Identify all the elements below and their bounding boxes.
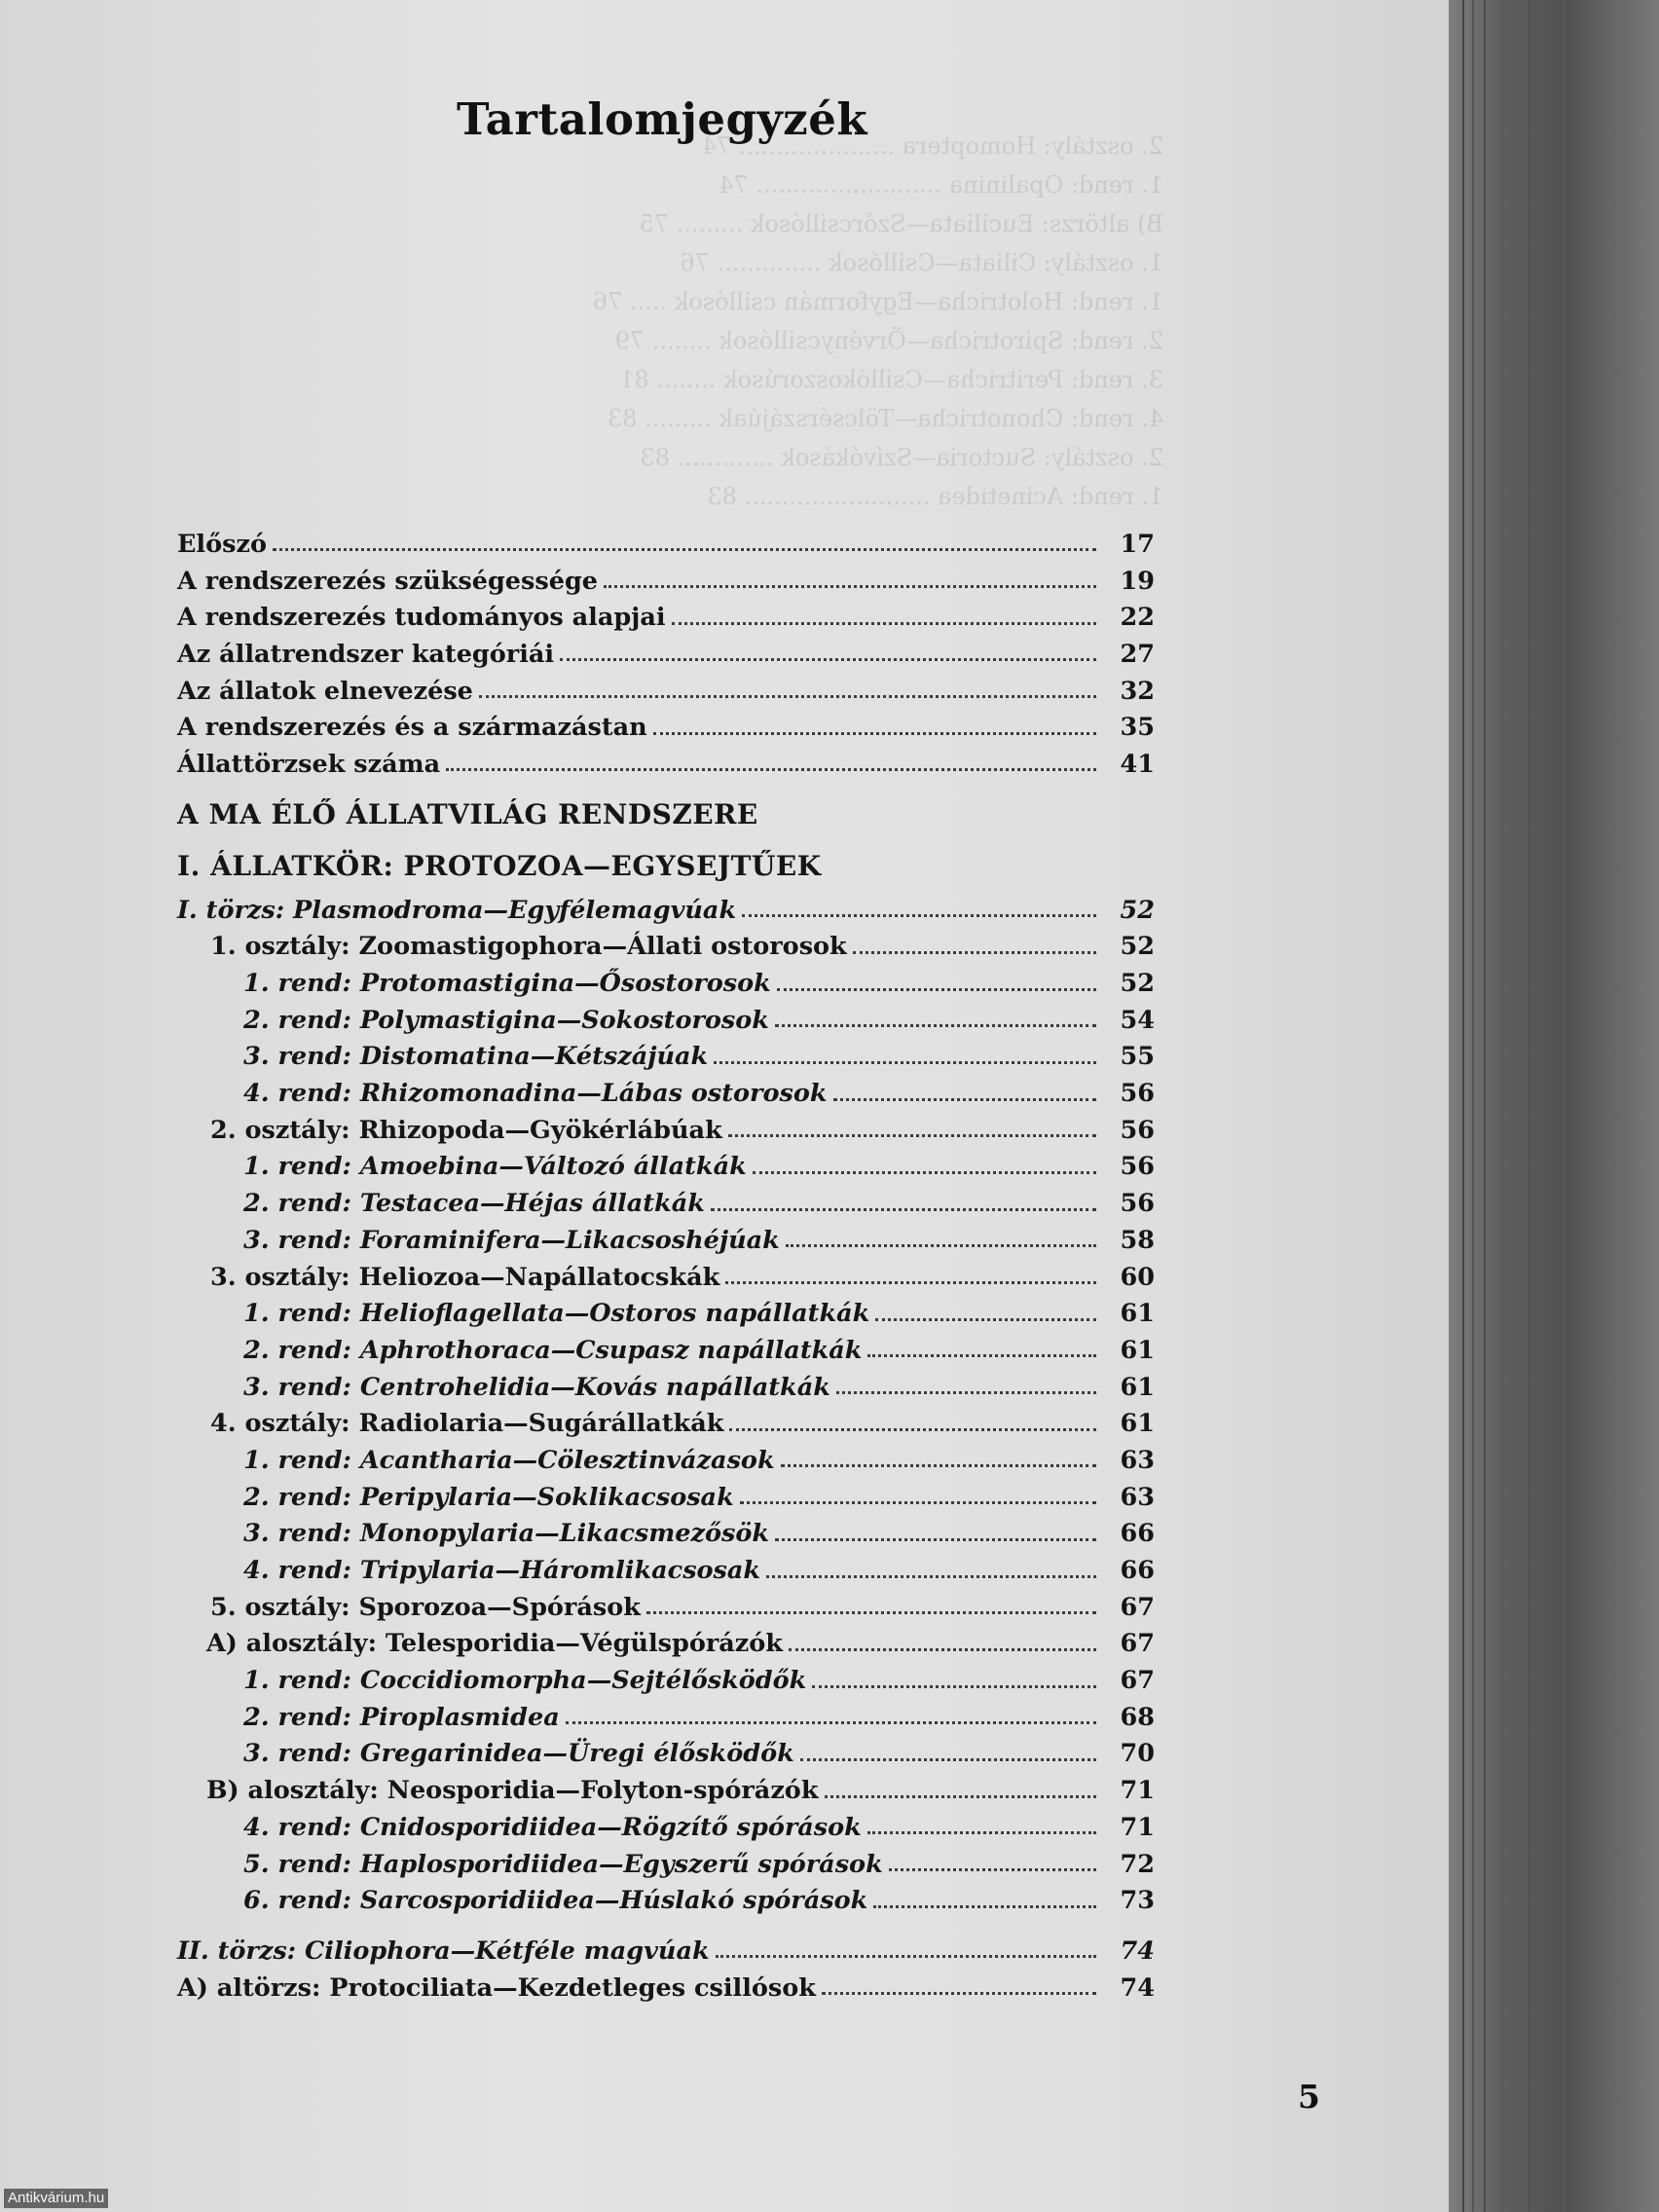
toc-entry-label: 3. rend: Foraminifera—Likacsoshéjúak [243,1225,780,1255]
page-title: Tartalomjegyzék [456,93,868,145]
toc-entry-order-11 [177,1295,1161,1332]
toc-entry-page: 52 [1120,969,1155,999]
toc-entry-order-27 [177,1882,1161,1919]
toc-entry-phylum-29 [177,1933,1161,1970]
dot-leader [825,1793,1097,1798]
toc-entry-order-25 [177,1809,1161,1846]
toc-entry-label: Az állatok elnevezése [177,676,473,706]
toc-entry-page: 67 [1120,1592,1155,1622]
toc-entry-label: 2. rend: Polymastigina—Sokostorosok [243,1005,769,1035]
toc-entry-label: A rendszerezés tudományos alapjai [177,603,666,633]
dot-leader [711,1206,1096,1211]
toc-entry-order-9 [177,1222,1161,1259]
toc-entry-front-1 [177,563,1161,600]
toc-entry-label: 2. rend: Testacea—Héjas állatkák [243,1189,705,1219]
toc-entry-page: 56 [1120,1115,1155,1145]
toc-entry-class-6 [177,1112,1161,1149]
toc-entry-label: A rendszerezés és a származástan [177,713,647,743]
dot-leader [725,1279,1096,1284]
toc-entry-page: 56 [1120,1079,1155,1109]
toc-entry-label: 1. osztály: Zoomastigophora—Állati ostorosok [210,932,847,962]
dot-leader [672,620,1096,625]
entry-spacer [177,1919,1161,1933]
toc-entry-label: A rendszerezés szükségessége [177,566,599,596]
dot-leader [853,949,1096,954]
toc-entry-page: 67 [1120,1629,1155,1659]
toc-entry-order-22 [177,1699,1161,1736]
toc-entry-label: 3. rend: Monopylaria—Likacsmezősök [243,1519,770,1549]
toc-entry-page: 35 [1120,713,1155,743]
toc-entry-subclass-24 [177,1772,1161,1809]
dot-leader [479,693,1096,698]
toc-entry-page: 70 [1120,1739,1155,1769]
toc-entry-label: 5. osztály: Sporozoa—Spórások [210,1592,641,1622]
table-of-contents [177,526,1161,2006]
toc-entry-page: 74 [1120,1936,1155,1966]
toc-entry-front-3 [177,636,1161,673]
toc-entry-label: 1. rend: Coccidiomorpha—Sejtélősködők [243,1666,807,1696]
dot-leader [729,1426,1096,1431]
dot-leader [777,986,1096,991]
toc-entry-page: 56 [1120,1152,1155,1182]
dot-leader [753,1169,1096,1174]
toc-entry-page: 68 [1120,1702,1155,1732]
toc-entry-page: 41 [1120,749,1155,779]
toc-entry-order-26 [177,1846,1161,1883]
dot-leader [786,1242,1096,1247]
toc-entry-label: B) alosztály: Neosporidia—Folyton-spórázók [206,1776,819,1806]
dot-leader [653,730,1096,735]
dot-leader [646,1609,1096,1614]
toc-entry-order-7 [177,1149,1161,1186]
dot-leader [728,1132,1096,1137]
toc-entry-class-1 [177,929,1161,966]
dot-leader [836,1389,1096,1394]
dot-leader [889,1866,1096,1871]
toc-entry-page: 58 [1120,1225,1155,1255]
toc-entry-label: 4. rend: Cnidosporidiidea—Rögzítő spórások [243,1812,862,1842]
toc-entry-label: 4. rend: Rhizomonadina—Lábas ostorosok [243,1079,828,1109]
toc-entry-order-2 [177,965,1161,1002]
toc-entry-page: 73 [1120,1886,1155,1916]
toc-entry-label: Előszó [177,529,267,559]
toc-entry-page: 66 [1120,1556,1155,1586]
toc-entry-label: 2. rend: Peripylaria—Soklikacsosak [243,1482,734,1512]
dot-leader [560,656,1096,661]
toc-entry-page: 63 [1120,1482,1155,1512]
dot-leader [566,1719,1096,1724]
toc-entry-label: 3. rend: Distomatina—Kétszájúak [243,1042,709,1072]
toc-entry-class-10 [177,1259,1161,1296]
toc-entry-label: II. törzs: Ciliophora—Kétféle magvúak [177,1936,710,1966]
dot-leader [822,1990,1096,1995]
toc-entry-label: 1. rend: Acantharia—Cölesztinvázasok [243,1445,775,1475]
toc-entry-order-15 [177,1442,1161,1479]
toc-entry-label: Az állatrendszer kategóriái [177,639,555,669]
show-through-text: 2. osztály: Homoptera ..................... 74 1. rend: Opalinina ......................... 74 B) altörzs: Euciliata—Szőrcsillósok ......... 75 1. osztály: Ciliata—Csillósok .............. 76 1. rend: Holotricha—Egyformán csillósok ..... 76 2. rend: Spirotricha—Örvénycsillósok ........ 79 3. rend: Peritricha—Csillókoszorúsok ........ 81 4. rend: Chonotricha—Tölcsérszájúak ......... 83 2. osztály: Suctoria—Szívókások ............. 83 1. rend: Acinetidea ......................... 83 [592,132,1163,510]
toc-entry-label: 6. rend: Sarcosporidiidea—Húslakó spórások [243,1886,868,1916]
dot-leader [867,1829,1096,1834]
toc-entry-label: 4. osztály: Radiolaria—Sugárállatkák [210,1409,724,1439]
toc-entry-front-6 [177,746,1161,783]
dot-leader [875,1316,1096,1321]
toc-entry-page: 27 [1120,639,1155,669]
toc-entry-page: 60 [1120,1262,1155,1292]
dot-leader [833,1096,1096,1101]
toc-entry-page: 54 [1120,1005,1155,1035]
dot-leader [742,912,1096,917]
dot-leader [273,546,1096,551]
toc-entry-page: 52 [1120,895,1155,925]
toc-entry-order-23 [177,1736,1161,1773]
dot-leader [604,583,1096,588]
toc-entry-order-12 [177,1332,1161,1369]
toc-entry-order-13 [177,1369,1161,1406]
toc-entry-page: 74 [1120,1972,1155,2003]
toc-entry-page: 63 [1120,1445,1155,1475]
toc-entry-label: 3. rend: Centrohelidia—Kovás napállatkák [243,1372,830,1402]
toc-entry-label: 2. rend: Piroplasmidea [243,1702,560,1732]
toc-entry-altorzs-30 [177,1970,1161,2007]
dot-leader [716,1953,1096,1958]
toc-entry-class-14 [177,1405,1161,1442]
toc-entry-order-17 [177,1516,1161,1553]
dot-leader [766,1573,1096,1578]
dot-leader [714,1059,1096,1064]
toc-entry-label: 1. rend: Protomastigina—Ősostorosok [243,969,771,999]
toc-entry-page: 61 [1120,1299,1155,1329]
toc-entry-label: 2. osztály: Rhizopoda—Gyökérlábúak [210,1115,722,1145]
toc-entry-label: Állattörzsek száma [177,749,441,779]
dot-leader [789,1646,1096,1651]
toc-entry-label: 1. rend: Helioflagellata—Ostoros napállatkák [243,1299,870,1329]
book-edge [1449,0,1659,2212]
toc-entry-page: 71 [1120,1812,1155,1842]
toc-entry-label: I. törzs: Plasmodroma—Egyfélemagvúak [177,895,737,925]
toc-entry-label: 5. rend: Haplosporidiidea—Egyszerű spórások [243,1849,883,1879]
dot-leader [775,1022,1096,1027]
front-matter-list [177,526,1161,783]
toc-entry-page: 66 [1120,1519,1155,1549]
toc-entry-label: 2. rend: Aphrothoraca—Csupasz napállatkák [243,1335,863,1365]
toc-entry-order-21 [177,1662,1161,1699]
dot-leader [775,1536,1096,1541]
dot-leader [781,1462,1096,1467]
toc-entry-phylum-0 [177,892,1161,929]
dot-leader [446,766,1096,771]
toc-entry-page: 22 [1120,603,1155,633]
toc-entry-label: 4. rend: Tripylaria—Háromlikacsosak [243,1556,761,1586]
section-heading-main: A MA ÉLŐ ÁLLATVILÁG RENDSZERE [177,797,758,830]
toc-entry-order-16 [177,1479,1161,1516]
toc-entry-page: 52 [1120,932,1155,962]
toc-entry-front-2 [177,599,1161,636]
toc-entry-label: 1. rend: Amoebina—Változó állatkák [243,1152,747,1182]
page-number: 5 [1298,2078,1320,2116]
dot-leader [800,1756,1096,1761]
toc-entry-class-19 [177,1589,1161,1626]
section-heading-kingdom: I. ÁLLATKÖR: PROTOZOA—EGYSEJTŰEK [177,849,822,882]
toc-entry-label: A) altörzs: Protociliata—Kezdetleges csillósok [177,1972,816,2003]
toc-entry-page: 32 [1120,676,1155,706]
toc-entry-front-4 [177,673,1161,710]
toc-entry-order-5 [177,1075,1161,1112]
toc-entry-page: 55 [1120,1042,1155,1072]
toc-entry-label: 3. osztály: Heliozoa—Napállatocskák [210,1262,720,1292]
toc-entry-label: 3. rend: Gregarinidea—Üregi élősködők [243,1739,794,1769]
toc-entry-subclass-20 [177,1626,1161,1663]
dot-leader [812,1683,1096,1688]
toc-entry-front-0 [177,526,1161,563]
toc-entry-page: 17 [1120,529,1155,559]
toc-entry-page: 72 [1120,1849,1155,1879]
toc-entry-front-5 [177,709,1161,746]
toc-entry-label: A) alosztály: Telesporidia—Végülspórázók [206,1629,783,1659]
toc-entry-page: 56 [1120,1189,1155,1219]
toc-entry-page: 61 [1120,1335,1155,1365]
watermark: Antikvárium.hu [4,2189,108,2208]
toc-entry-page: 19 [1120,566,1155,596]
toc-entry-page: 71 [1120,1776,1155,1806]
toc-entry-page: 61 [1120,1409,1155,1439]
taxonomy-entries [177,892,1161,2007]
toc-entry-page: 61 [1120,1372,1155,1402]
toc-entry-order-8 [177,1185,1161,1222]
toc-entry-page: 67 [1120,1666,1155,1696]
toc-entry-order-4 [177,1039,1161,1076]
dot-leader [740,1499,1096,1504]
dot-leader [867,1352,1096,1357]
toc-entry-order-18 [177,1552,1161,1589]
dot-leader [873,1903,1096,1908]
toc-entry-order-3 [177,1002,1161,1039]
